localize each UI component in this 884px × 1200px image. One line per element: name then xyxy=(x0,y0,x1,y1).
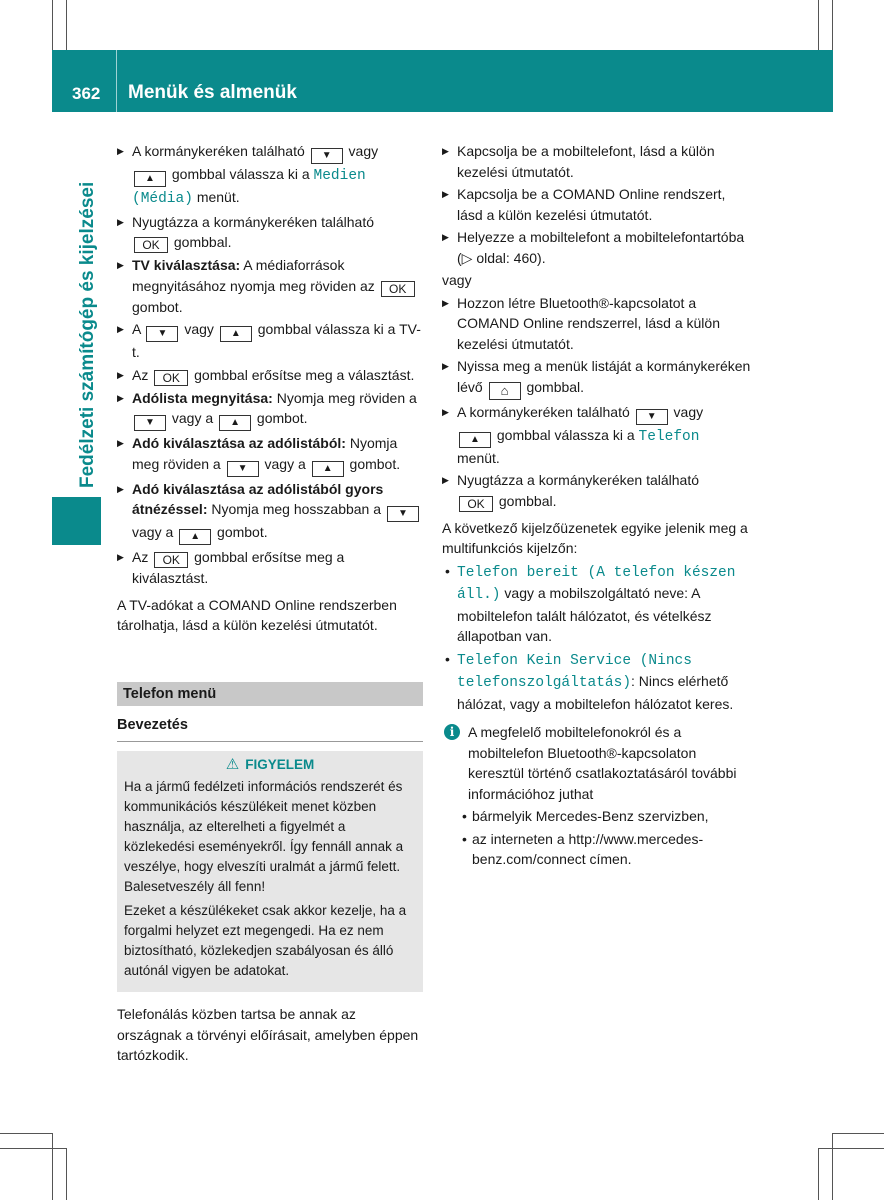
warning-paragraph: Ha a jármű fedélzeti információs rendszerét és kommunikációs készülékeit menet közben használja, az elterelheti a figyelmét a közlekedési eseményekről. Így fennáll annak a veszélye, hogy elveszíti uralmát a jármű felett. Balesetveszély áll fenn! xyxy=(124,779,404,894)
up-key-icon: ▲ xyxy=(134,171,166,187)
step-fast-scroll-station: ▶ Adó kiválasztása az adólistából gyors átnézéssel: Nyomja meg hosszabban a ▼ vagy a ▲ gombot. xyxy=(117,479,423,546)
page-title: Menük és almenük xyxy=(128,82,297,103)
step-select-media: ▶ A kormánykeréken található ▼ vagy ▲ gombbal válassza ki a Medien (Média) menüt. xyxy=(117,141,423,210)
info-list-item: • bármelyik Mercedes-Benz szervizben, xyxy=(442,806,752,827)
side-chapter-label xyxy=(76,145,100,490)
left-column xyxy=(117,141,423,1068)
crop-mark xyxy=(0,1148,66,1149)
message-code: Telefon Kein Service (Nincs telefonszolgáltatás) xyxy=(457,652,692,691)
subheading-bevezetes: Bevezetés xyxy=(117,715,423,743)
crop-mark xyxy=(0,1133,52,1134)
crop-mark xyxy=(52,0,53,50)
message-code: Telefon bereit (A telefon készen áll.) xyxy=(457,564,736,603)
step-open-station-list: ▶ Adólista megnyitása: Nyomja meg röviden a ▼ vagy a ▲ gombot. xyxy=(117,388,423,432)
message-no-service: • Telefon Kein Service (Nincs telefonszolgáltatás): Nincs elérhető hálózat, vagy a mobiltelefon hálózatot keres. xyxy=(442,649,752,715)
step-confirm-station: ▶ Az OK gombbal erősítse meg a kiválasztást. xyxy=(117,547,423,589)
warning-box xyxy=(117,751,423,992)
up-key-icon: ▲ xyxy=(179,529,211,545)
step-select-station: ▶ Adó kiválasztása az adólistából: Nyomja meg röviden a ▼ vagy a ▲ gombot. xyxy=(117,433,423,477)
crop-mark xyxy=(832,1133,884,1134)
ok-key-icon: OK xyxy=(154,552,188,568)
crop-mark xyxy=(52,1133,53,1200)
step-select-tv: ▶ A ▼ vagy ▲ gombbal válassza ki a TV-t. xyxy=(117,319,423,363)
warning-triangle-icon: ⚠ xyxy=(225,756,240,773)
section-heading-telefon: Telefon menü xyxy=(117,682,423,706)
or-label: vagy xyxy=(442,272,472,288)
crop-mark xyxy=(818,0,819,50)
step-switch-on-comand: ▶ Kapcsolja be a COMAND Online rendszert, lásd a külön kezelési útmutatót. xyxy=(442,184,752,225)
side-chapter-tab xyxy=(52,497,101,545)
crop-mark xyxy=(818,1148,819,1200)
crop-mark xyxy=(832,0,833,50)
down-key-icon: ▼ xyxy=(227,461,259,477)
ok-key-icon: OK xyxy=(459,496,493,512)
step-confirm-selection: ▶ Az OK gombbal erősítse meg a választást. xyxy=(117,365,423,386)
right-column xyxy=(442,141,752,872)
up-key-icon: ▲ xyxy=(220,326,252,342)
ok-key-icon: OK xyxy=(134,237,168,253)
info-note: i A megfelelő mobiltelefonokról és a mobiltelefon Bluetooth®-kapcsolaton keresztül történő csatlakoztatásáról további információhoz juthat xyxy=(442,722,752,804)
menu-name-telefon: Telefon xyxy=(638,428,700,445)
step-confirm-ok: ▶ Nyugtázza a kormánykeréken található OK gombbal. xyxy=(117,212,423,254)
warning-title: ⚠ FIGYELEM xyxy=(225,756,315,773)
down-key-icon: ▼ xyxy=(146,326,178,342)
tv-storage-note: A TV-adókat a COMAND Online rendszerben tárolhatja, lásd a külön kezelési útmutatót. xyxy=(117,596,397,633)
display-messages-intro: A következő kijelzőüzenetek egyike jelenik meg a multifunkciós kijelzőn: xyxy=(442,519,748,556)
down-key-icon: ▼ xyxy=(311,148,343,164)
ok-key-icon: OK xyxy=(381,281,415,297)
down-key-icon: ▼ xyxy=(387,506,419,522)
up-key-icon: ▲ xyxy=(459,432,491,448)
crop-mark xyxy=(66,1148,67,1200)
step-open-menu-list: ▶ Nyissa meg a menük listáját a kormánykeréken lévő ⌂ gombbal. xyxy=(442,356,752,400)
side-chapter-text: Fedélzeti számítógép és kijelzései xyxy=(77,181,98,488)
step-switch-on-phone: ▶ Kapcsolja be a mobiltelefont, lásd a külön kezelési útmutatót. xyxy=(442,141,752,182)
info-icon: i xyxy=(444,724,460,740)
down-key-icon: ▼ xyxy=(134,415,166,431)
step-tv-select: ▶ TV kiválasztása: A médiaforrások megnyitásához nyomja meg röviden az OK gombot. xyxy=(117,255,423,317)
law-note: Telefonálás közben tartsa be annak az országnak a törvényi előírásait, amelyben éppen tartózkodik. xyxy=(117,1006,419,1063)
step-confirm-ok: ▶ Nyugtázza a kormánykeréken található OK gombbal. xyxy=(442,470,752,512)
crop-mark xyxy=(832,1133,833,1200)
message-phone-ready: • Telefon bereit (A telefon készen áll.) vagy a mobilszolgáltató neve: A mobiltelefon talált hálózatot, és vételkész állapotban van. xyxy=(442,561,752,647)
up-key-icon: ▲ xyxy=(312,461,344,477)
menu-name-medien: Medien (Média) xyxy=(132,168,366,207)
step-place-phone: ▶ Helyezze a mobiltelefont a mobiltelefontartóba (▷ oldal: 460). xyxy=(442,227,752,268)
header-separator xyxy=(116,50,117,112)
crop-mark xyxy=(66,0,67,50)
info-list-item: • az interneten a http://www.mercedes-benz.com/connect címen. xyxy=(442,829,752,870)
ok-key-icon: OK xyxy=(154,370,188,386)
up-key-icon: ▲ xyxy=(219,415,251,431)
page-number: 362 xyxy=(72,84,101,103)
home-key-icon: ⌂ xyxy=(489,382,521,400)
warning-paragraph: Ezeket a készülékeket csak akkor kezelje, ha a forgalmi helyzet ezt megengedi. Ha ez nem biztosítható, közlekedjen szabályosan és álló autónál vigyen be adatokat. xyxy=(124,903,407,978)
step-bluetooth-connect: ▶ Hozzon létre Bluetooth®-kapcsolatot a COMAND Online rendszerrel, lásd a külön kezelési útmutatót. xyxy=(442,293,752,355)
step-select-telefon: ▶ A kormánykeréken található ▼ vagy ▲ gombbal válassza ki a Telefon menüt. xyxy=(442,402,752,469)
crop-mark xyxy=(818,1148,884,1149)
down-key-icon: ▼ xyxy=(636,409,668,425)
